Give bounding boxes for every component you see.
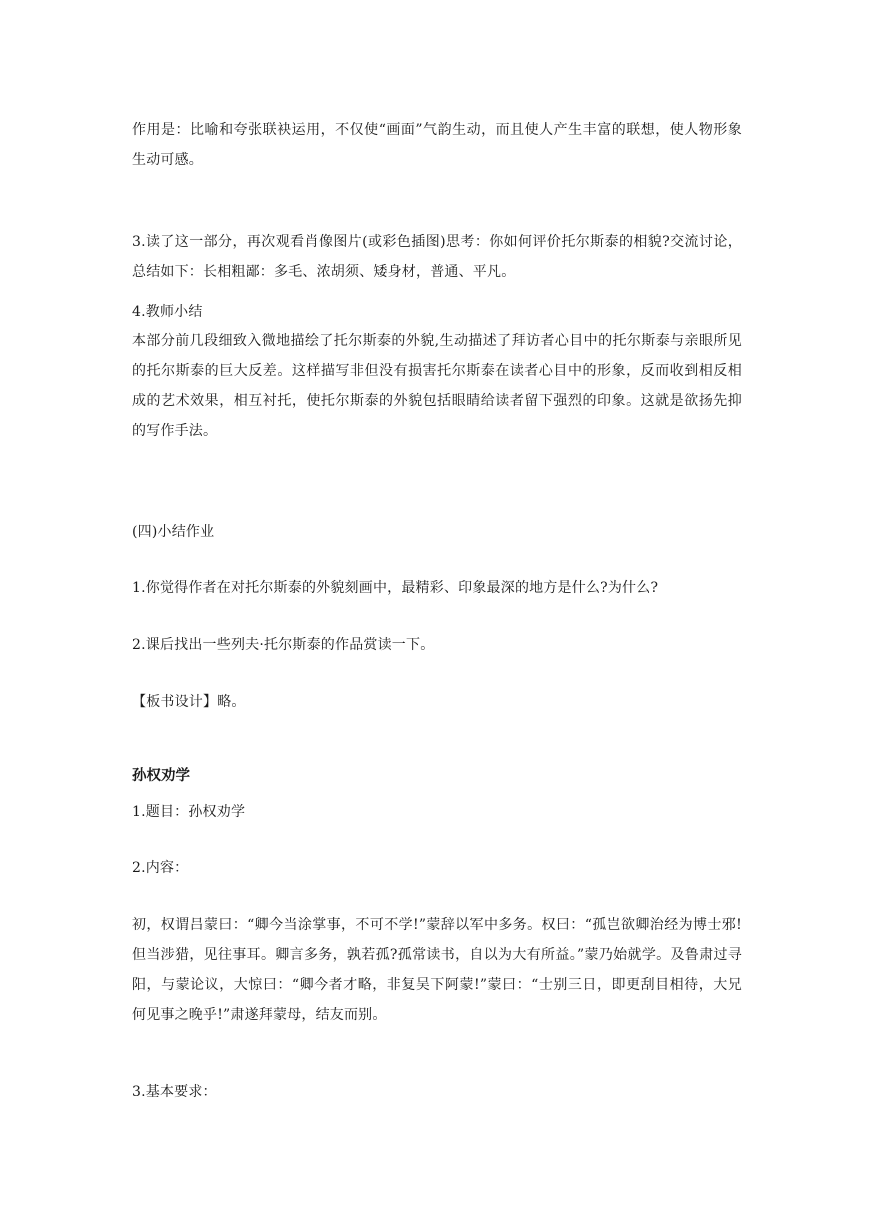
paragraph-homework-2: 2.课后找出一些列夫·托尔斯泰的作品赏读一下。 bbox=[132, 637, 435, 653]
paragraph-basic-requirements: 3.基本要求： bbox=[132, 1084, 217, 1100]
paragraph-board-design: 【板书设计】略。 bbox=[132, 694, 246, 710]
paragraph-teacher-summary-title: 4.教师小结 bbox=[132, 304, 203, 320]
paragraph-question-3: 3.读了这一部分，再次观看肖像图片(或彩色插图)思考：你如何评价托尔斯泰的相貌?交流讨论，总结如下：长相粗鄙：多毛、浓胡须、矮身材，普通、平凡。 bbox=[132, 234, 742, 280]
paragraph-teacher-summary: 本部分前几段细致入微地描绘了托尔斯泰的外貌,生动描述了拜访者心目中的托尔斯泰与亲眼所见的托尔斯泰的巨大反差。这样描写非但没有损害托尔斯泰在读者心目中的形象，反而收到相反相成的艺术效果，相互衬托，使托尔斯泰的外貌包括眼睛给读者留下强烈的印象。这就是欲扬先抑的写作手法。 bbox=[132, 333, 742, 439]
paragraph-function-explanation: 作用是：比喻和夸张联袂运用，不仅使“画面”气韵生动，而且使人产生丰富的联想，使人物形象生动可感。 bbox=[132, 122, 742, 168]
paragraph-content-label: 2.内容： bbox=[132, 860, 189, 876]
paragraph-section-four: (四)小结作业 bbox=[132, 524, 215, 540]
paragraph-homework-1: 1.你觉得作者在对托尔斯泰的外貌刻画中，最精彩、印象最深的地方是什么?为什么? bbox=[132, 580, 659, 596]
section-heading: 孙权劝学 bbox=[132, 768, 190, 784]
paragraph-classical-text: 初，权谓吕蒙曰：“卿今当涂掌事，不可不学!”蒙辞以军中多务。权曰：“孤岂欲卿治经为博士邪!但当涉猎，见往事耳。卿言多务，孰若孤?孤常读书，自以为大有所益。”蒙乃始就学。及鲁肃过寻阳，与蒙论议，大惊曰：“卿今者才略，非复吴下阿蒙!”蒙曰：“士别三日，即更刮目相待，大兄何见事之晚乎!”肃遂拜蒙母，结友而别。 bbox=[132, 917, 742, 1023]
paragraph-title-line: 1.题目：孙权劝学 bbox=[132, 804, 246, 820]
